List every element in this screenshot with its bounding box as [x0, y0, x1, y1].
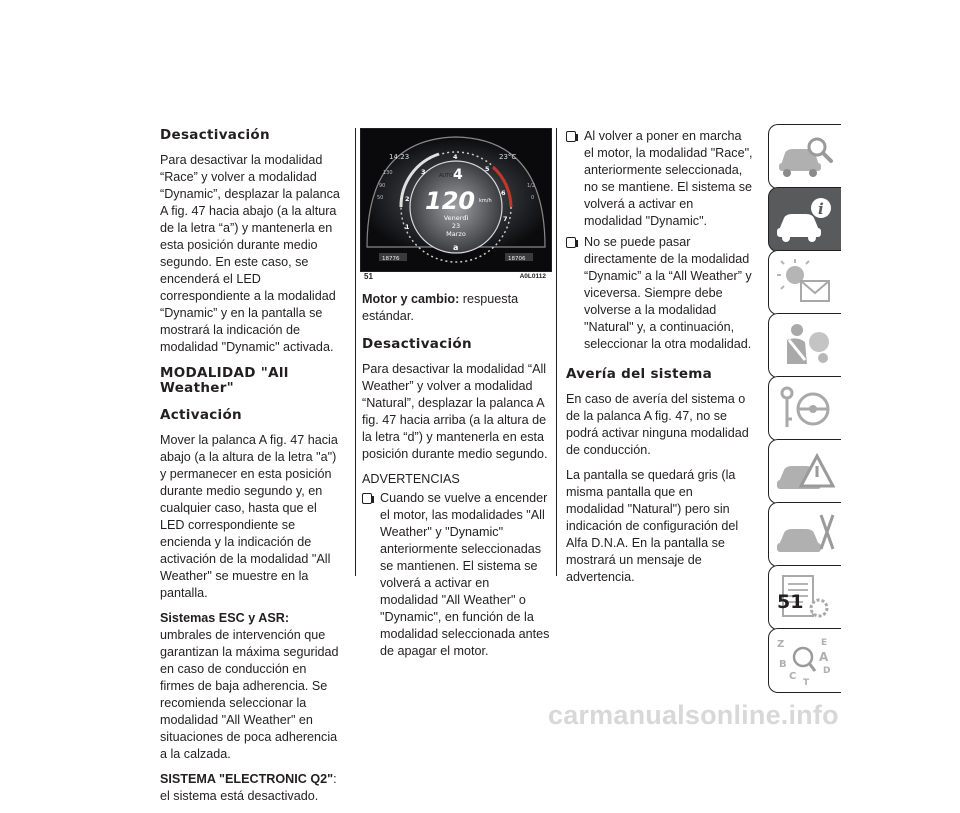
cluster-mode-letter: a: [453, 243, 459, 252]
index-letter-z: Z: [777, 639, 785, 650]
svg-text:1/2: 1/2: [527, 183, 536, 189]
motor-cambio-label: Motor y cambio:: [362, 292, 460, 306]
seatbelt-airbag-icon: [775, 320, 835, 370]
cluster-date: 23: [451, 222, 461, 230]
bullet-dynamic-all-weather: [566, 234, 754, 353]
tab-starting-driving[interactable]: [768, 376, 841, 441]
motor-cambio-text: respuesta estándar.: [362, 292, 519, 323]
svg-text:i: i: [818, 200, 824, 218]
key-steering-wheel-icon: [775, 383, 835, 433]
figure-code: A0L0112: [519, 273, 546, 280]
cluster-odometer-left: 18776: [382, 256, 400, 262]
alphabet-index-icon: [775, 635, 835, 685]
cluster-speed: 120: [425, 187, 476, 215]
index-letter-d: D: [823, 666, 831, 676]
paragraph-esc-asr: [160, 610, 344, 763]
bullet-text: Al volver a poner en marcha el motor, la modalidad "Race", anteriormente seleccionada, no se mantiene. El sistema se volverá a activar en modalidad "Dynamic".: [584, 129, 753, 228]
instrument-cluster-figure: [360, 128, 552, 272]
heading-desactivacion: Desactivación: [160, 127, 270, 143]
paragraph-desactivacion-race: Para desactivar la modalidad “Race” y volver a modalidad “Dynamic”, desplazar la palanca A fig. 47 hacia abajo (a la altura de la letra “a”) y mantenerla en esta posición durante medio segundo. En este caso, se encenderá el LED correspondiente a la modalidad “Dynamic” y en la pantalla se mostrará la indicación de modalidad "Dynamic" activada.: [160, 153, 340, 354]
tab-emergency[interactable]: [768, 439, 841, 504]
tab-safety[interactable]: [768, 313, 841, 378]
watermark: carmanualsonline.info: [548, 700, 839, 730]
paragraph-electronic-q2: [160, 771, 344, 805]
tab-maintenance[interactable]: [768, 502, 841, 567]
esc-asr-text: umbrales de intervención que garantizan la máxima seguridad en caso de conducción en firmes de baja adherencia. Se recomienda seleccionar la modalidad "All Weather" en situaciones de poca adherencia a la calzada.: [160, 628, 339, 761]
index-letter-c: C: [789, 671, 797, 682]
car-warning-triangle-icon: [775, 446, 835, 496]
cluster-odometer-right: 18706: [508, 256, 526, 262]
electronic-q2-text: : el sistema está desactivado.: [160, 772, 337, 803]
paragraph-desactivacion-all-weather: Para desactivar la modalidad “All Weather” y volver a modalidad “Natural”, desplazar la palanca A fig. 47 hacia arriba (a la altura de la letra “d”) y mantenerla en esta posición durante medio segundo.: [362, 362, 548, 461]
svg-text:90: 90: [379, 183, 386, 189]
cluster-temperature: 23°C: [499, 153, 517, 161]
paragraph-averia-1: En caso de avería del sistema o de la palanca A fig. 47, no se podrá activar ninguna modalidad de conducción.: [566, 392, 749, 457]
rpm-tick-2: 2: [405, 195, 410, 203]
column-divider-2: [556, 128, 557, 576]
advertencias-heading: ADVERTENCIAS: [362, 472, 460, 486]
svg-text:50: 50: [377, 195, 384, 201]
tab-warning-lights[interactable]: [768, 250, 841, 315]
tab-car-info[interactable]: [768, 187, 841, 252]
column-right: [566, 128, 754, 594]
cluster-auto: AUTO: [439, 173, 454, 179]
index-letter-e: E: [821, 638, 828, 648]
bullet-text: Cuando se vuelve a encender el motor, las modalidades "All Weather" y "Dynamic" anteriormente seleccionadas se mantienen. El sistema se volverá a activar en modalidad "All Weather" o "Dynamic", en función de la modalidad seleccionada antes de apagar el motor.: [380, 491, 550, 658]
index-letter-b: B: [779, 659, 787, 670]
column-middle: [362, 291, 550, 664]
car-tools-icon: [775, 509, 835, 559]
cluster-month: Marzo: [446, 230, 466, 238]
paragraph-averia-2: La pantalla se quedará gris (la misma pantalla que en modalidad "Natural") pero sin indicación de configuración del Alfa D.N.A. En la pantalla se mostrará un mensaje de advertencia.: [566, 468, 739, 584]
column-divider-1: [355, 128, 356, 576]
bullet-all-weather-dynamic: [362, 490, 550, 660]
cluster-gear: 4: [453, 167, 463, 183]
checkbox-bullet-icon: [566, 131, 576, 142]
cluster-time: 14:23: [389, 153, 410, 161]
rpm-tick-3: 3: [421, 168, 426, 176]
svg-text:0: 0: [531, 195, 535, 201]
page-number: 51: [777, 591, 804, 613]
tab-alphabetical-index[interactable]: [768, 628, 841, 693]
rpm-tick-5: 5: [485, 165, 490, 173]
figure-number: 51: [364, 272, 373, 281]
rpm-tick-4: 4: [453, 153, 458, 161]
paragraph-motor-cambio: [362, 291, 550, 325]
esc-asr-label: Sistemas ESC y ASR:: [160, 611, 290, 625]
heading-desactivacion-all-weather: Desactivación: [362, 336, 472, 352]
rpm-tick-1: 1: [405, 223, 410, 231]
bullet-text: No se puede pasar directamente de la modalidad “Dynamic” a la “All Weather” y viceversa. Siempre debe volverse a la modalidad "Natural" y, a continuación, seleccionar la otra modalidad.: [584, 235, 752, 351]
electronic-q2-label: SISTEMA "ELECTRONIC Q2": [160, 772, 334, 786]
index-letter-t: T: [803, 678, 810, 685]
tab-car-search[interactable]: [768, 124, 841, 189]
instrument-cluster-image: [361, 129, 551, 271]
svg-text:130: 130: [383, 170, 393, 176]
bullet-race: [566, 128, 754, 230]
paragraph-activacion: Mover la palanca A fig. 47 hacia abajo (a la altura de la letra "a") y permanecer en esta posición durante medio segundo y, en cualquier caso, hasta que el LED correspondiente se encienda y la indicación de activación de la modalidad "All Weather" se muestre en la pantalla.: [160, 433, 338, 600]
heading-activacion: Activación: [160, 407, 242, 423]
checkbox-bullet-icon: [362, 493, 372, 504]
warning-light-envelope-icon: [775, 257, 835, 307]
rpm-tick-7: 7: [503, 215, 508, 223]
heading-averia: Avería del sistema: [566, 366, 713, 382]
car-search-icon: [775, 131, 835, 181]
heading-modalidad-all-weather: MODALIDAD "All Weather": [160, 365, 289, 396]
checkbox-bullet-icon: [566, 237, 576, 248]
column-left: [160, 128, 344, 813]
rpm-tick-6: 6: [501, 189, 506, 197]
cluster-speed-unit: km/h: [479, 198, 492, 204]
car-info-icon: [775, 194, 835, 244]
index-letter-a: A: [819, 650, 829, 664]
cluster-day: Venerdì: [443, 214, 469, 222]
